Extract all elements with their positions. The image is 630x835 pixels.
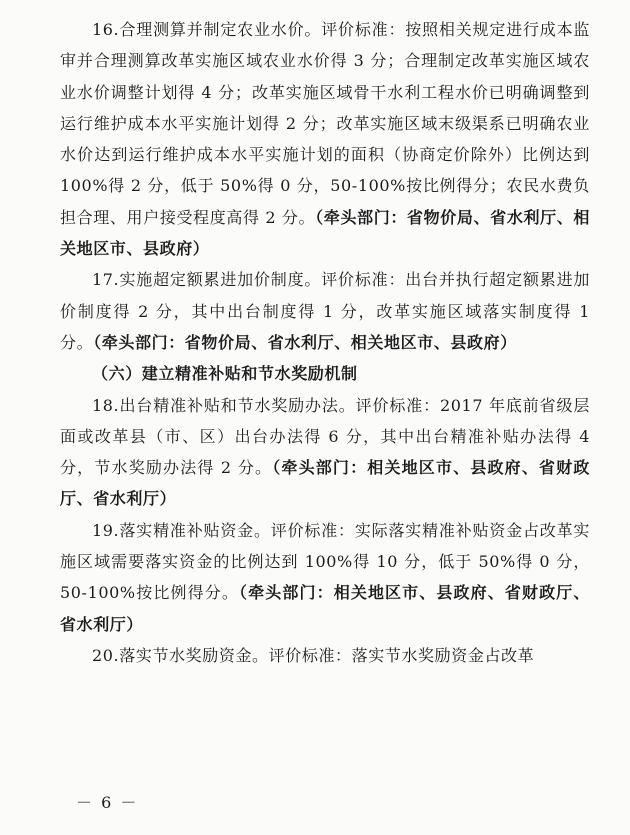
- item-19-text: 19.落实精准补贴资金。评价标准：实际落实精准补贴资金占改革实施区域需要落实资金的比例达到 100%得 10 分，低于 50%得 0 分，50-100%按比例得分。: [60, 520, 590, 603]
- item-19-lead-departments: （牵头部门：相关地区市、县政府、省财政厅、省水利厅）: [60, 583, 590, 634]
- item-18-text: 18.出台精准补贴和节水奖励办法。评价标准：2017 年底前省级层面或改革县（市、区）出台办法得 6 分，其中出台精准补贴办法得 4 分，节水奖励办法得 2 分。: [60, 395, 590, 478]
- paragraph-item-16: [60, 14, 590, 264]
- item-16-lead-departments: （牵头部门：省物价局、省水利厅、相关地区市、县政府）: [60, 207, 590, 259]
- item-17-lead-departments: （牵头部门：省物价局、省水利厅、相关地区市、县政府）: [93, 332, 517, 352]
- paragraph-item-20: [60, 640, 590, 671]
- item-18-lead-departments: （牵头部门：相关地区市、县政府、省财政厅、省水利厅）: [60, 458, 590, 509]
- paragraph-item-19: [60, 515, 590, 640]
- paragraph-item-18: [60, 390, 590, 515]
- item-20-text: 20.落实节水奖励资金。评价标准：落实节水奖励资金占改革: [92, 645, 535, 665]
- item-17-text: 17.实施超定额累进加价制度。评价标准：出台并执行超定额累进加价制度得 2 分，其中出台制度得 1 分，改革实施区域落实制度得 1 分。: [60, 270, 590, 352]
- page-number: － 6 －: [76, 793, 139, 812]
- paragraph-item-17: [60, 264, 590, 358]
- item-16-text: 16.合理测算并制定农业水价。评价标准：按照相关规定进行成本监审并合理测算改革实施区域农业水价得 3 分；合理制定改革实施区域农业水价调整计划得 4 分；改革实施区域骨干水利工程水价已明确调整到运行维护成本水平实施计划得 2 分；改革实施区域末级渠系已明确农业水价达到运行维护成本水平实施计划的面积（协商定价除外）比例达到 100%得 2 分，低于 50%得 0 分，50-100%按比例得分；农民水费负担合理、用户接受程度高得 2 分。: [60, 20, 590, 227]
- section-heading-6: （六）建立精准补贴和节水奖励机制: [92, 364, 358, 384]
- document-page: [60, 14, 590, 671]
